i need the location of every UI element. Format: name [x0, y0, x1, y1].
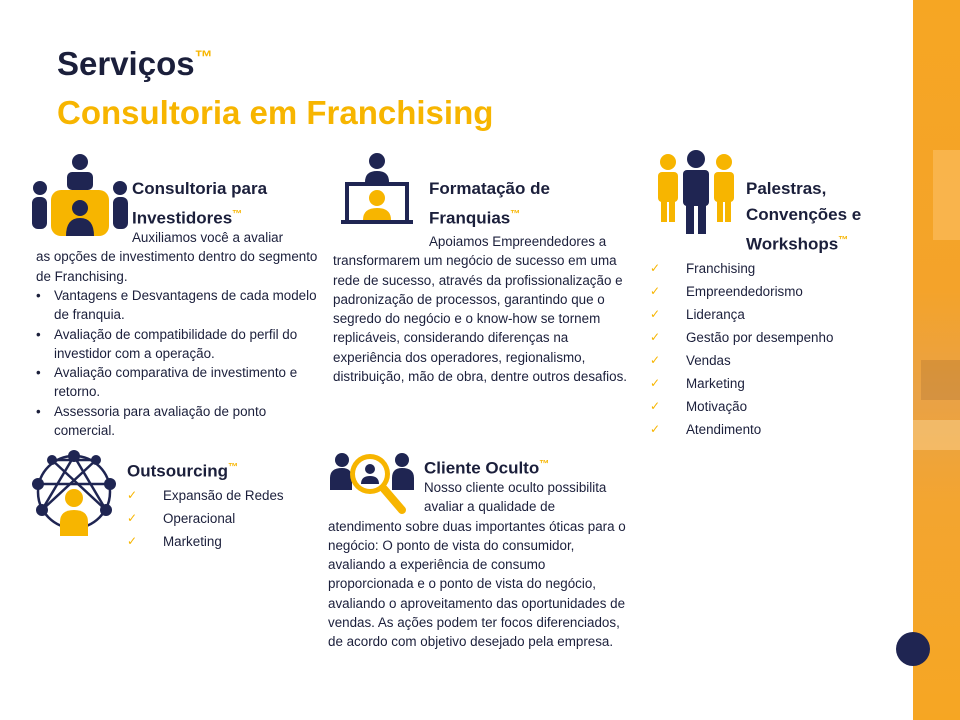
list-item: • Avaliação de compatibilidade do perfil do investidor com a operação. [36, 325, 321, 364]
side-decoration-strip [913, 0, 960, 720]
consultoria-intro: Auxiliamos você a avaliar as opções de investimento dentro do segmento de Franchising. [36, 230, 318, 284]
outsourcing-list [127, 484, 327, 553]
trademark-sign: ™ [194, 47, 213, 67]
list-item: • Assessoria para avaliação de ponto comercial. [36, 402, 321, 441]
list-item: ✓ Motivação [650, 395, 900, 418]
cliente-intro: Nosso cliente oculto possibilita avaliar a qualidade de atendimento sobre duas importantes óticas para o negócio: O ponto de vista do consumidor, avaliando a experiência de consumo proporcionada e o ponto de vista do negócio, avaliando o aproveitamento das oportunidades de vendas. As ações podem ter focos diferenciados, de acordo com objetivo desejado pela empresa. [328, 480, 626, 650]
list-item: ✓ Marketing [127, 530, 327, 553]
network-person-icon [30, 448, 118, 538]
strip-highlight [933, 150, 960, 240]
decorative-dot [896, 632, 930, 666]
list-item: ✓ Gestão por desempenho [650, 326, 900, 349]
presentation-board-icon [341, 152, 413, 236]
page-title: Serviços™ [57, 45, 213, 82]
formatacao-heading: Formatação de Franquias™ [429, 179, 550, 228]
consultoria-bullets [36, 286, 321, 440]
list-item: • Avaliação comparativa de investimento e retorno. [36, 363, 321, 402]
list-item: ✓ Marketing [650, 372, 900, 395]
strip-highlight-lower [913, 420, 960, 450]
list-item: ✓ Franchising [650, 257, 900, 280]
strip-shadow [921, 360, 960, 400]
page-subtitle: Consultoria em Franchising [57, 94, 494, 131]
formatacao-intro: Apoiamos Empreendedores a transformarem um negócio de sucesso em uma rede de sucesso, através da profissionalização e padronização de processos, garantindo que o segredo do negócio e o know-how se tornem replicáveis, considerando diferenças na experiência dos operadores, regionalismo, distribuição, mão de obra, dentre outros desafios. [333, 234, 628, 385]
list-item: ✓ Operacional [127, 507, 327, 530]
list-item: ✓ Expansão de Redes [127, 484, 327, 507]
list-item: • Vantagens e Desvantagens de cada modelo de franquia. [36, 286, 321, 325]
list-item: ✓ Liderança [650, 303, 900, 326]
list-item: ✓ Atendimento [650, 418, 900, 441]
consultoria-heading: Consultoria para Investidores™ [132, 179, 268, 228]
team-people-icon [656, 150, 736, 236]
cliente-heading: Cliente Oculto™ [424, 458, 550, 478]
palestras-list [650, 257, 900, 441]
outsourcing-heading: Outsourcing™ [127, 461, 239, 481]
palestras-heading: Palestras, Convenções e Workshops™ [746, 179, 862, 254]
list-item: ✓ Vendas [650, 349, 900, 372]
list-item: ✓ Empreendedorismo [650, 280, 900, 303]
